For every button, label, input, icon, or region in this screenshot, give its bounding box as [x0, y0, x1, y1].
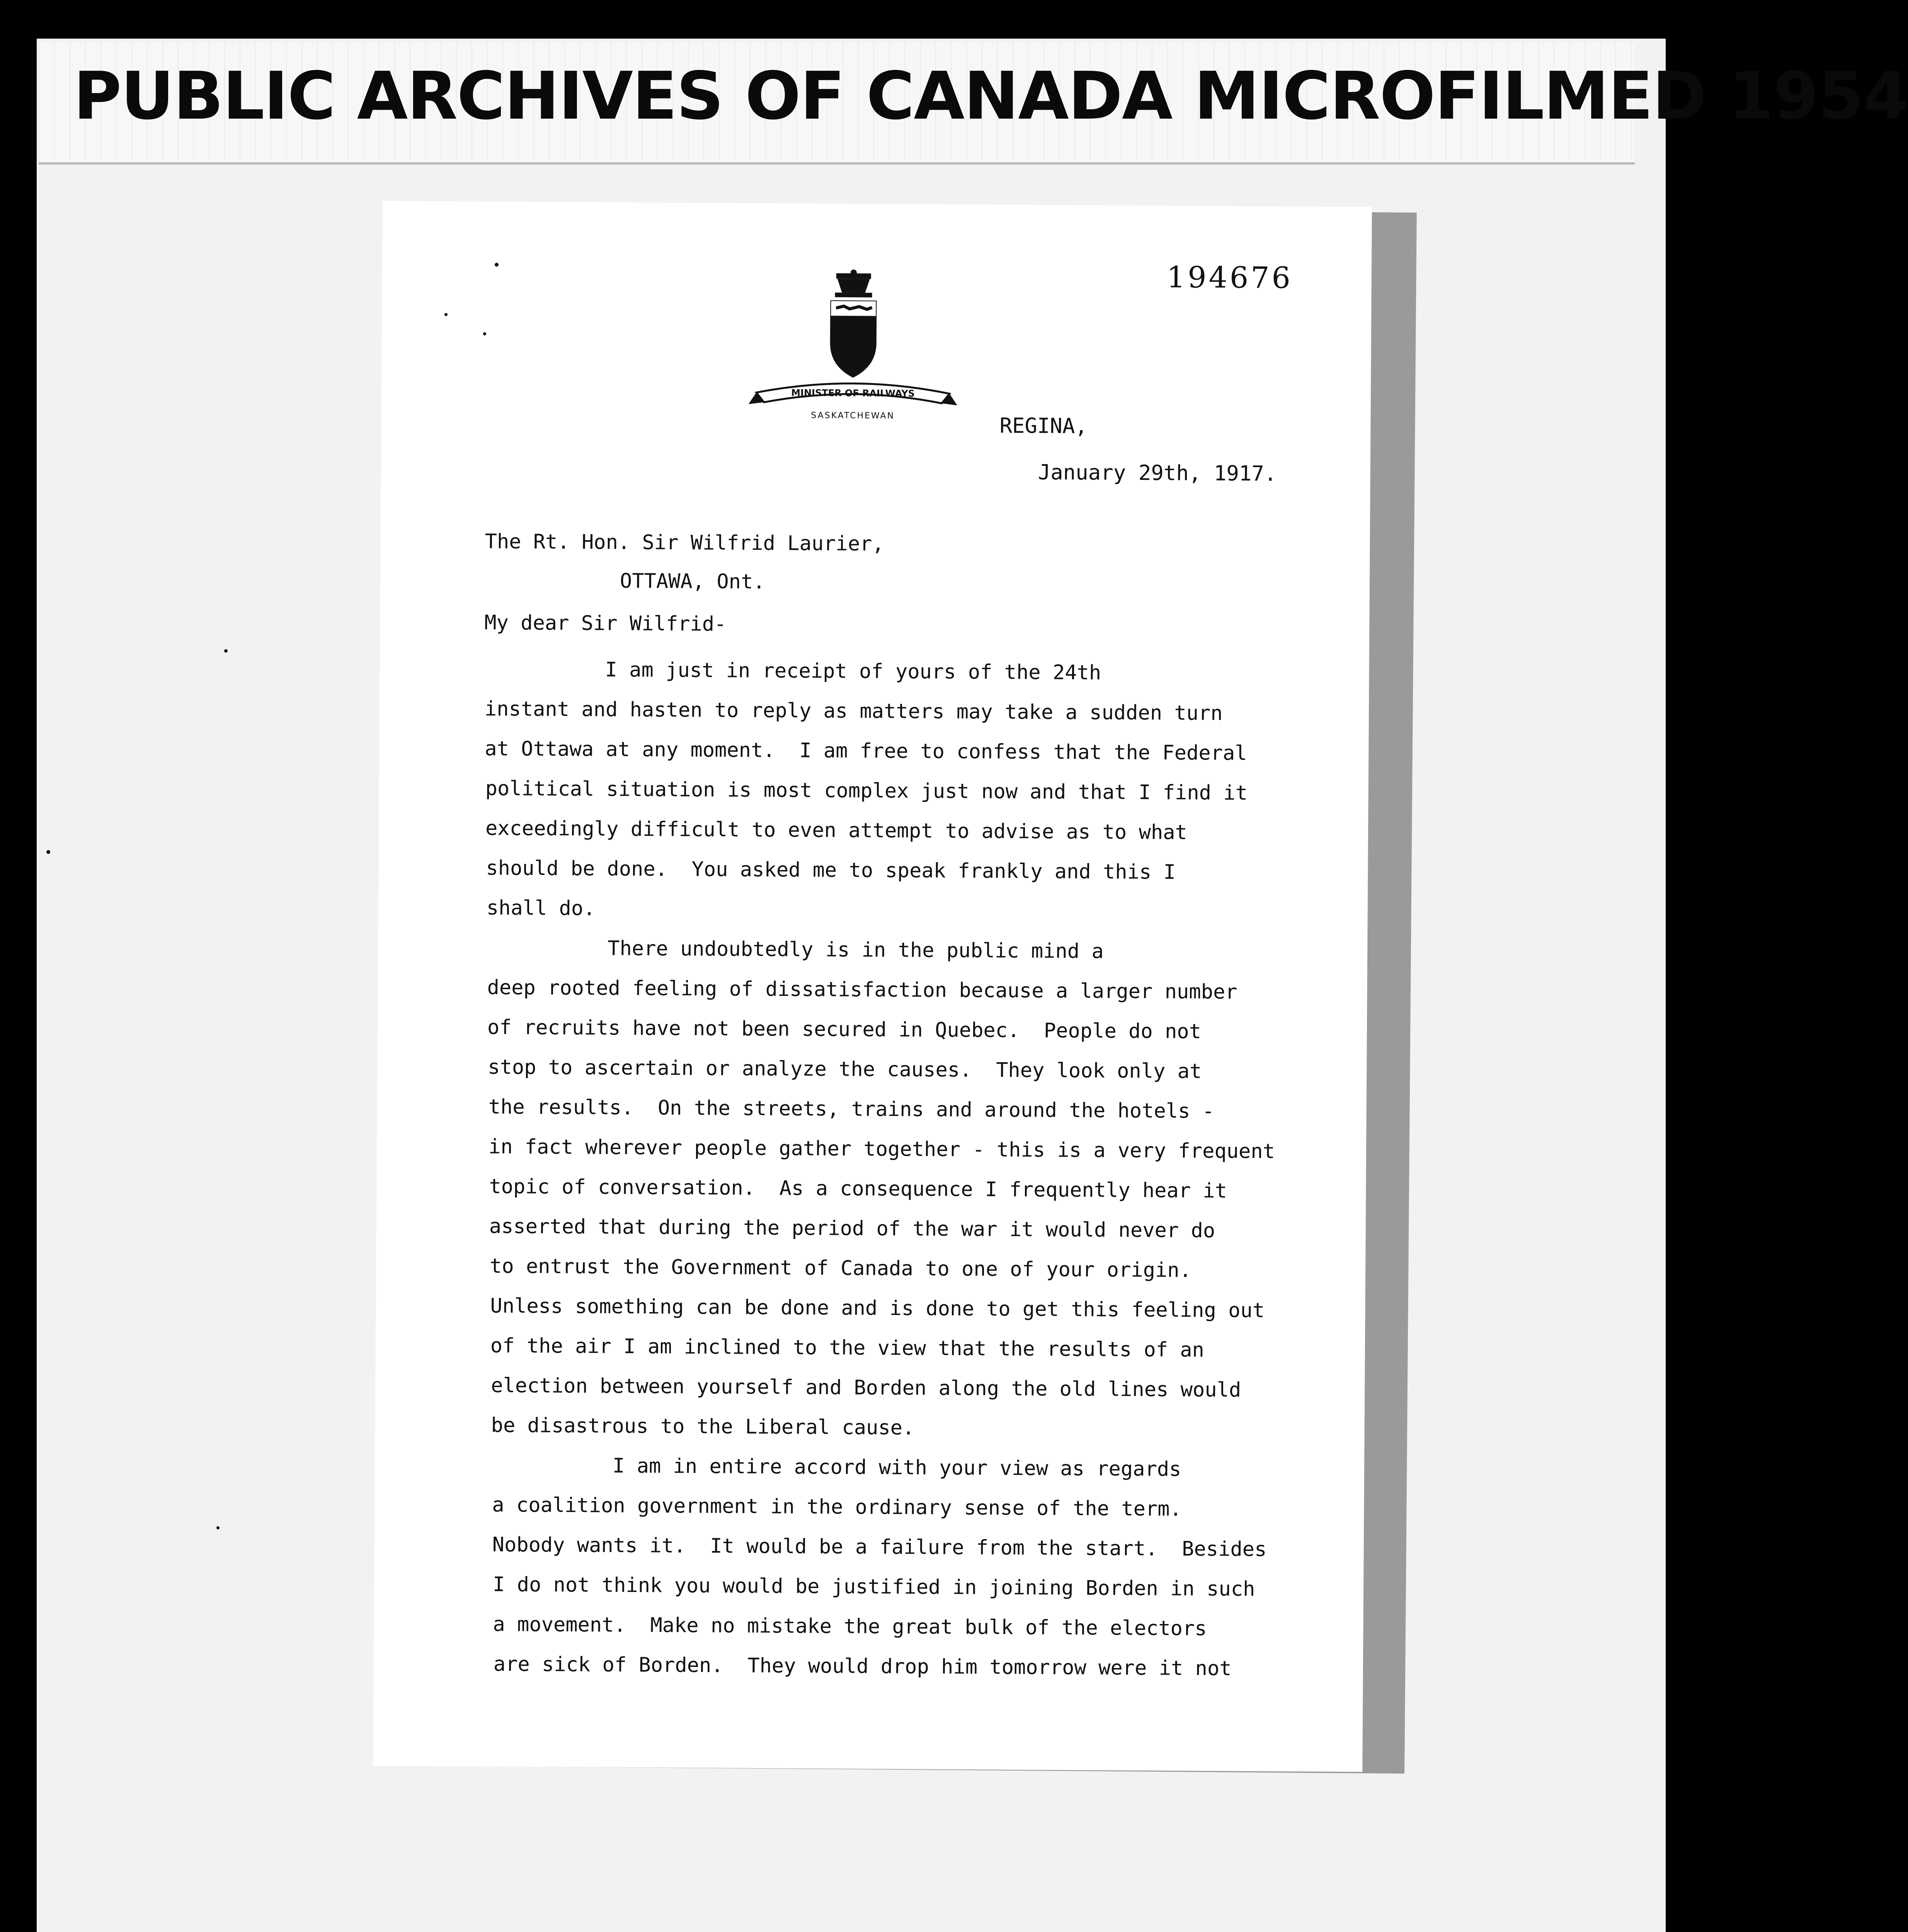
film-speck — [495, 263, 499, 267]
letter-body-line: political situation is most complex just now and that I find it — [485, 777, 1248, 805]
film-speck — [46, 850, 50, 854]
letter-body-line: at Ottawa at any moment. I am free to confess that the Federal — [485, 737, 1247, 765]
letter-place: REGINA, — [999, 413, 1088, 439]
letter-body-line: I am just in receipt of yours of the 24th — [484, 657, 1101, 685]
letter-addressee: The Rt. Hon. Sir Wilfrid Laurier, — [485, 530, 884, 556]
letter-body-line: the results. On the streets, trains and around the hotels - — [488, 1095, 1215, 1123]
letter-body-line: stop to ascertain or analyze the causes. They look only at — [488, 1055, 1202, 1083]
letter-body-line: topic of conversation. As a consequence I frequently hear it — [489, 1175, 1227, 1203]
letter-body-line: Unless something can be done and is done to get this feeling out — [490, 1294, 1265, 1322]
letter-body-line: shall do. — [486, 896, 596, 920]
archive-banner-text: PUBLIC ARCHIVES OF CANADA MICROFILMED 1954 — [73, 58, 1908, 134]
film-speck — [224, 649, 228, 653]
letter-body-line: should be done. You asked me to speak frankly and this I — [486, 856, 1176, 884]
letter-body-line: election between yourself and Borden along the old lines would — [491, 1374, 1241, 1402]
letter-body-line: be disastrous to the Liberal cause. — [491, 1413, 915, 1440]
film-speck — [483, 332, 486, 335]
film-speck — [444, 313, 448, 316]
letter-body-line: instant and hasten to reply as matters may take a sudden turn — [484, 697, 1223, 725]
letterhead-ribbon-text: MINISTER OF RAILWAYS — [791, 387, 915, 399]
letter-body-line: I do not think you would be justified in joining Borden in such — [492, 1573, 1255, 1601]
letter-salutation: My dear Sir Wilfrid- — [484, 611, 727, 636]
letter-body-line: are sick of Borden. They would drop him tomorrow were it not — [493, 1652, 1232, 1680]
letter-body-line: a coalition government in the ordinary sense of the term. — [492, 1493, 1182, 1521]
letter-date: January 29th, 1917. — [1038, 460, 1277, 486]
letter-body-line: Nobody wants it. It would be a failure from the start. Besides — [492, 1533, 1267, 1561]
document-number: 194676 — [1166, 260, 1293, 295]
letter-body-line: deep rooted feeling of dissatisfaction because a larger number — [487, 976, 1237, 1004]
letter-body-line: of recruits have not been secured in Quebec. People do not — [487, 1015, 1202, 1043]
film-speck — [216, 1526, 220, 1529]
archive-banner — [39, 43, 1908, 165]
letterhead-province-text: SASKATCHEWAN — [811, 410, 895, 421]
letter-body-line: a movement. Make no mistake the great bulk of the electors — [493, 1612, 1207, 1641]
letter-city: OTTAWA, Ont. — [620, 569, 765, 594]
letter-body-line: asserted that during the period of the war it would never do — [489, 1214, 1215, 1243]
letter-body-line: I am in entire accord with your view as regards — [491, 1453, 1181, 1481]
letter-body-line: in fact wherever people gather together - this is a very frequent — [488, 1135, 1275, 1163]
letter-body-line: of the air I am inclined to the view that the results of an — [490, 1334, 1205, 1362]
letter-page — [373, 201, 1372, 1772]
letter-body-line: There undoubtedly is in the public mind a — [487, 936, 1104, 963]
letter-body-line: to entrust the Government of Canada to one of your origin. — [489, 1254, 1192, 1282]
letterhead-crest-icon — [748, 269, 958, 432]
letter-body-line: exceedingly difficult to even attempt to advise as to what — [485, 816, 1188, 844]
